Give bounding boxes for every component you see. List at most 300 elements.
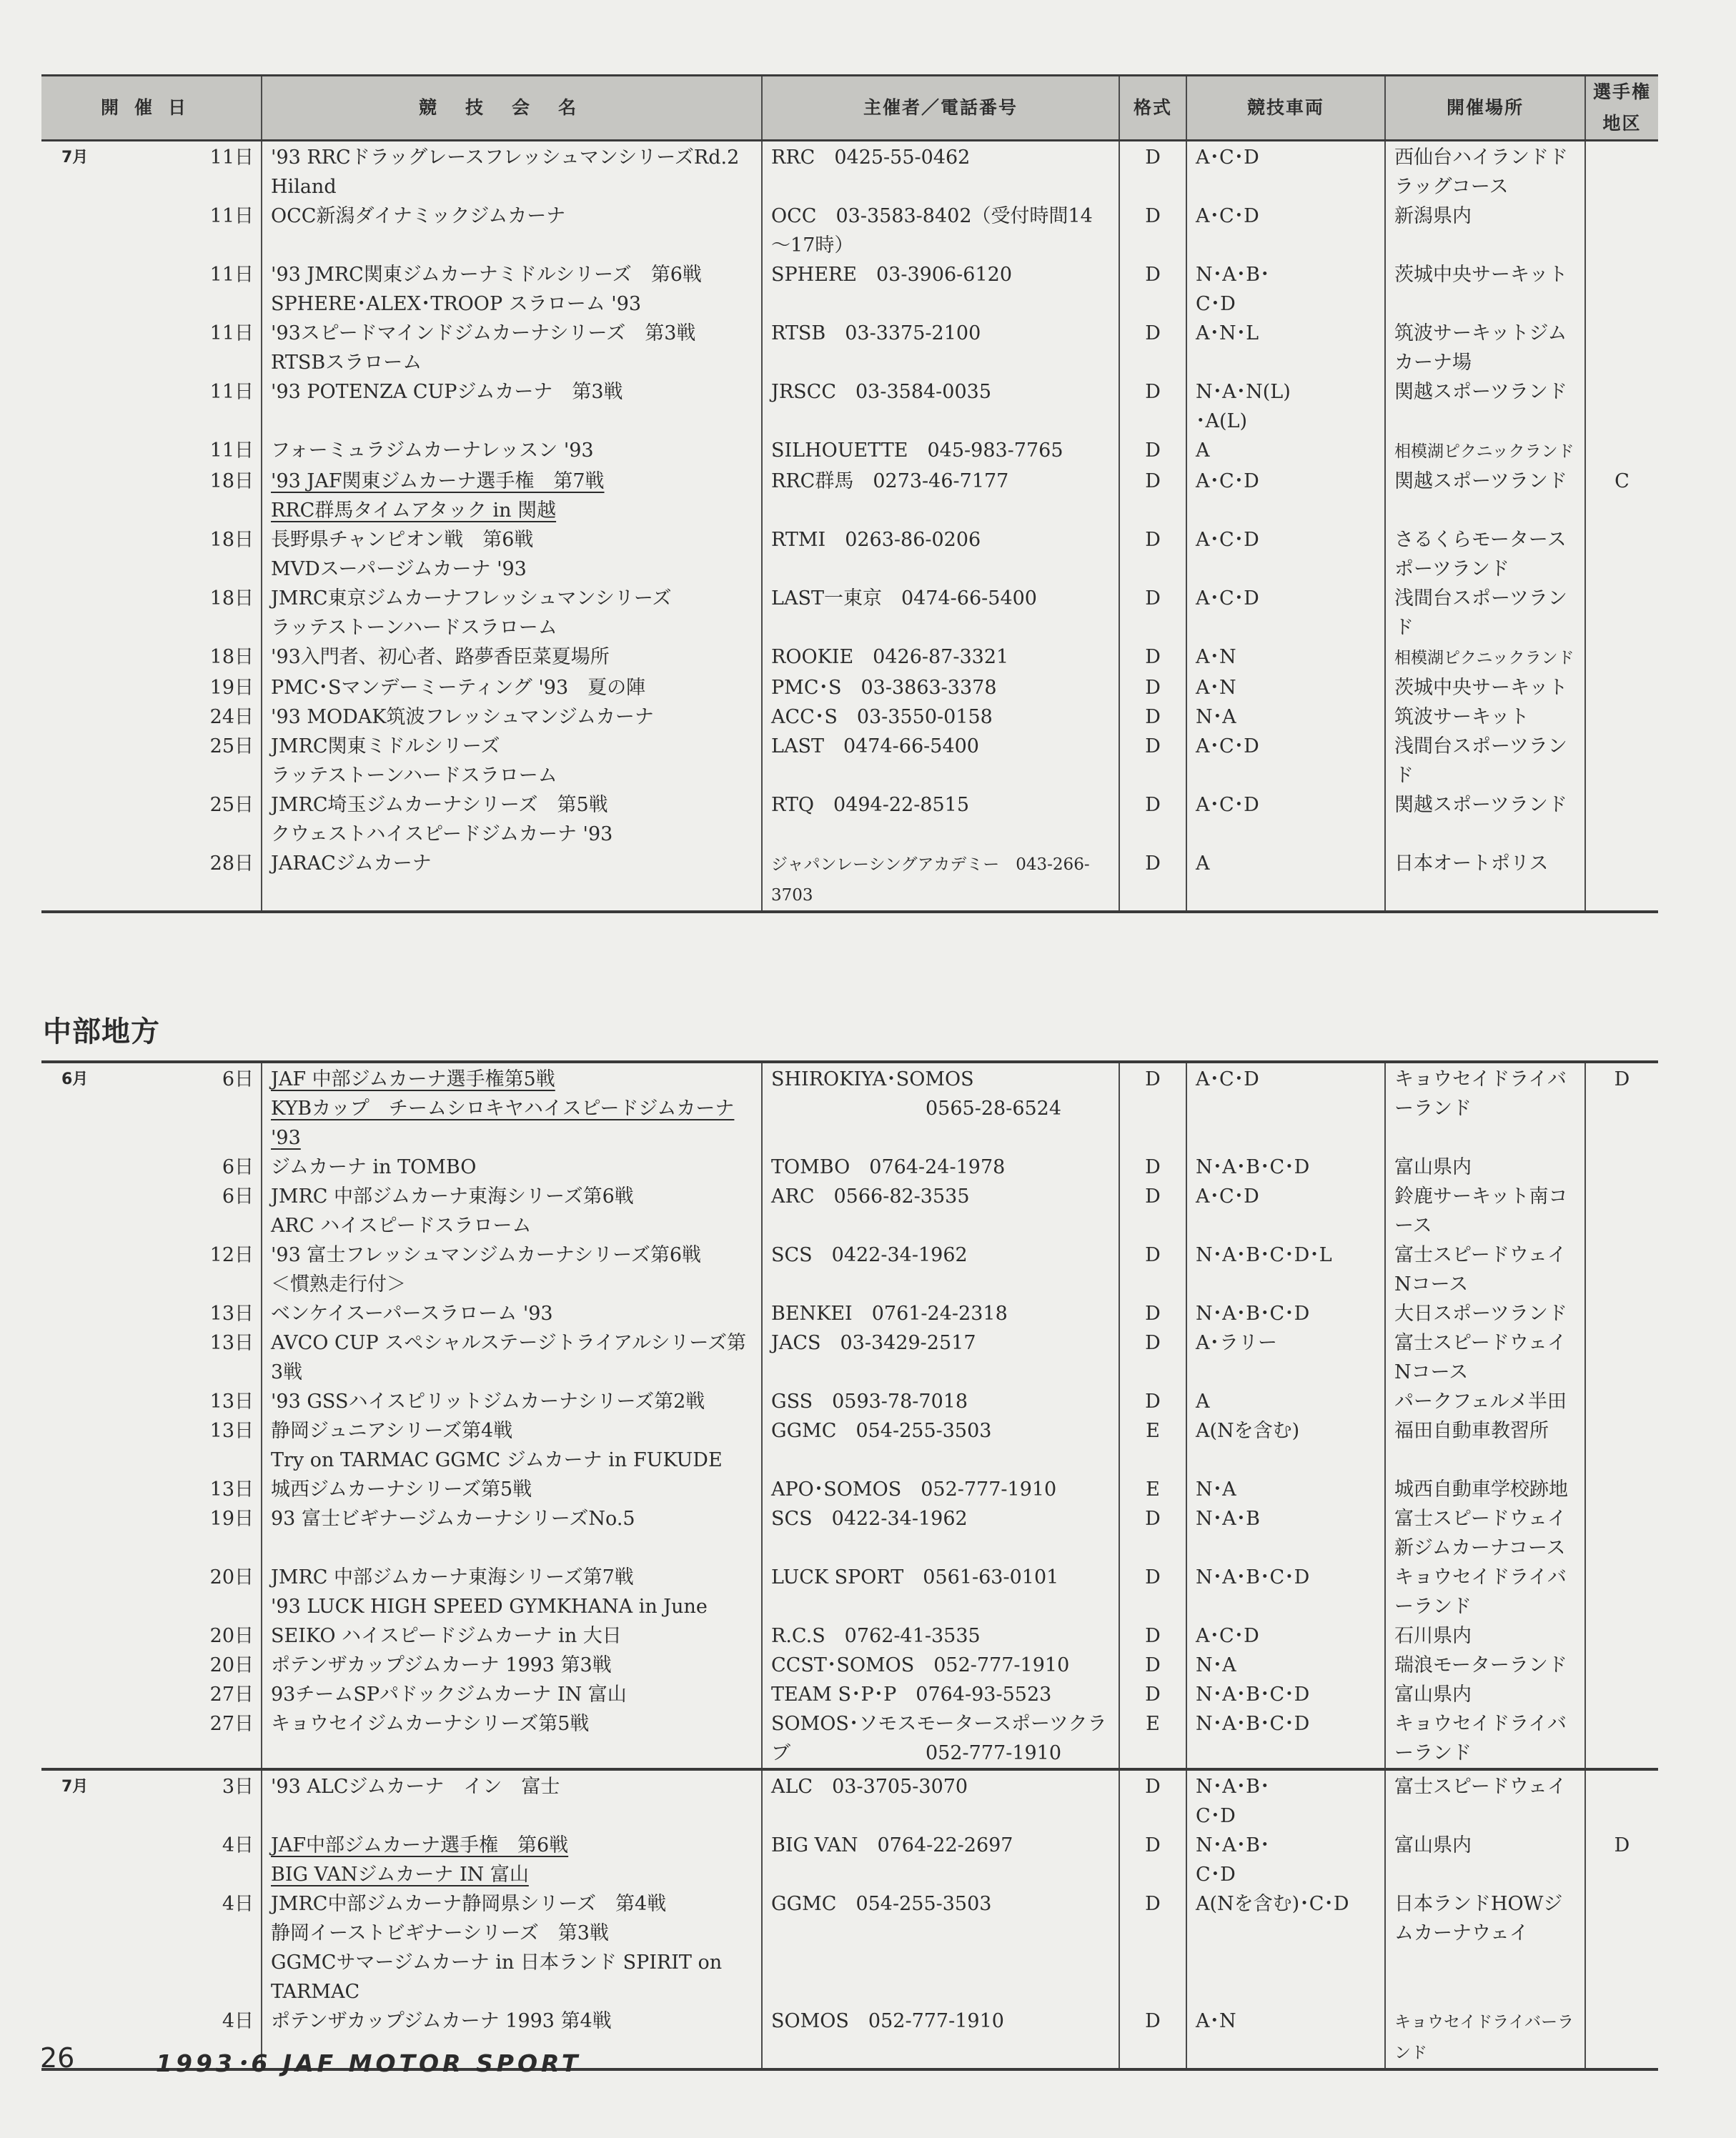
event-name-cell (262, 1709, 762, 1769)
day-cell: 4日 (101, 1889, 262, 2007)
cell-line: キョウセイジムカーナシリーズ第5戦 (271, 1713, 590, 1735)
cell-line: ジャパンレーシングアカデミー 043-266-3703 (771, 855, 1090, 905)
cell-line: さるくらモータース (1394, 529, 1567, 551)
championship-cell (1585, 525, 1658, 584)
format-cell: D (1119, 319, 1186, 377)
organizer-cell (762, 732, 1119, 790)
day-cell: 18日 (101, 584, 262, 642)
cell-line: PMC･S 03-3863-3378 (771, 677, 997, 699)
cell-line: クウェストハイスピードジムカーナ '93 (271, 823, 613, 845)
class-cell (1186, 1387, 1385, 1416)
schedule-row (41, 377, 1658, 436)
cell-line: 静岡イーストビギナーシリーズ 第3戦 (271, 1922, 609, 1944)
day-cell: 13日 (101, 1416, 262, 1475)
cell-line: 93チームSPパドックジムカーナ IN 富山 (271, 1684, 627, 1706)
cell-line: A･C･D (1196, 1625, 1259, 1647)
class-cell (1186, 1475, 1385, 1504)
schedule-row (41, 642, 1658, 673)
championship-cell (1585, 1709, 1658, 1769)
month-cell (41, 1328, 101, 1387)
format-cell: D (1119, 642, 1186, 673)
organizer-cell (762, 1153, 1119, 1182)
month-cell (41, 584, 101, 642)
format-cell: D (1119, 1328, 1186, 1387)
championship-cell (1585, 1387, 1658, 1416)
cell-line: A･C･D (1196, 794, 1259, 816)
cell-line: RTSBスラローム (271, 352, 422, 374)
organizer-cell (762, 584, 1119, 642)
cell-line: LAST 0474-66-5400 (771, 735, 979, 757)
month-cell (41, 319, 101, 377)
day-cell: 11日 (101, 260, 262, 319)
cell-line: 福田自動車教習所 (1394, 1420, 1549, 1442)
cell-line: SOMOS 052-777-1910 (771, 2010, 1004, 2032)
cell-line: '93 POTENZA CUPジムカーナ 第3戦 (271, 381, 623, 403)
cell-line: ポーツランド (1394, 558, 1509, 580)
schedule-row (41, 1831, 1658, 1889)
championship-cell (1585, 790, 1658, 849)
class-cell (1186, 1153, 1385, 1182)
cell-line: AVCO CUP スペシャルステージトライアルシリーズ第3戦 (271, 1332, 747, 1383)
event-name-cell (262, 141, 762, 202)
organizer-cell (762, 642, 1119, 673)
schedule-row (41, 1299, 1658, 1328)
schedule-row (41, 790, 1658, 849)
month-cell (41, 1299, 101, 1328)
event-name-cell (262, 849, 762, 912)
cell-line: JMRC 中部ジムカーナ東海シリーズ第6戦 (271, 1185, 634, 1208)
header-date: 開催日 (41, 76, 262, 141)
cell-line: N･A･B･ (1196, 1776, 1270, 1798)
schedule-row (41, 1328, 1658, 1387)
event-name-cell (262, 525, 762, 584)
magazine-title: 1993･6 JAF MOTOR SPORT (156, 2049, 582, 2077)
cell-line: キョウセイドライバ (1394, 1566, 1567, 1588)
cell-line: 長野県チャンピオン戦 第6戦 (271, 529, 534, 551)
cell-line: SILHOUETTE 045-983-7765 (771, 439, 1063, 462)
cell-line: 富山県内 (1394, 1156, 1472, 1178)
cell-line: 富山県内 (1394, 1834, 1472, 1856)
class-cell (1186, 141, 1385, 202)
cell-line: OCC新潟ダイナミックジムカーナ (271, 205, 566, 227)
cell-line: A･N･L (1196, 322, 1259, 344)
cell-line: BIG VANジムカーナ IN 富山 (271, 1864, 529, 1886)
organizer-cell (762, 141, 1119, 202)
class-cell (1186, 1831, 1385, 1889)
event-name-cell (262, 1328, 762, 1387)
venue-cell (1385, 584, 1585, 642)
class-cell (1186, 1240, 1385, 1299)
cell-line: A (1196, 1391, 1210, 1413)
cell-line: JRSCC 03-3584-0035 (771, 381, 992, 403)
championship-cell (1585, 1182, 1658, 1240)
header-classes: 競技車両 (1186, 76, 1385, 141)
cell-line: RTSB 03-3375-2100 (771, 322, 981, 344)
organizer-cell (762, 377, 1119, 436)
cell-line: 西仙台ハイランドド (1394, 146, 1569, 169)
day-cell: 11日 (101, 436, 262, 467)
cell-line: 富士スピードウェイ (1394, 1332, 1567, 1354)
venue-cell (1385, 1240, 1585, 1299)
cell-line: C･D (1196, 1805, 1236, 1827)
cell-line: A･C･D (1196, 1068, 1259, 1090)
cell-line: LAST一東京 0474-66-5400 (771, 587, 1037, 610)
cell-line: A(Nを含む) (1196, 1420, 1300, 1442)
schedule-row (41, 1504, 1658, 1563)
cell-line: 石川県内 (1394, 1625, 1472, 1647)
championship-cell (1585, 1240, 1658, 1299)
cell-line: ド (1394, 617, 1414, 639)
schedule-row (41, 1889, 1658, 2007)
cell-line: JAF 中部ジムカーナ選手権第5戦 (271, 1068, 555, 1090)
format-cell: E (1119, 1475, 1186, 1504)
day-cell: 18日 (101, 642, 262, 673)
day-cell: 28日 (101, 849, 262, 912)
class-cell (1186, 202, 1385, 260)
format-cell: D (1119, 2007, 1186, 2069)
organizer-cell (762, 1504, 1119, 1563)
cell-line: N･A･B･ (1196, 264, 1270, 286)
cell-line: PMC･Sマンデーミーティング '93 夏の陣 (271, 677, 646, 699)
format-cell: D (1119, 1182, 1186, 1240)
cell-line: ース (1394, 1215, 1432, 1237)
championship-cell (1585, 260, 1658, 319)
month-cell (41, 790, 101, 849)
cell-line: 0565-28-6524 (771, 1098, 1062, 1120)
format-cell: D (1119, 1504, 1186, 1563)
format-cell: D (1119, 1889, 1186, 2007)
schedule-row (41, 849, 1658, 912)
day-cell: 3日 (101, 1769, 262, 1831)
day-cell: 13日 (101, 1328, 262, 1387)
kanto-schedule-table (41, 74, 1658, 913)
venue-cell (1385, 1769, 1585, 1831)
venue-cell (1385, 1475, 1585, 1504)
venue-cell (1385, 1889, 1585, 2007)
venue-cell (1385, 141, 1585, 202)
class-cell (1186, 1680, 1385, 1709)
cell-line: A(Nを含む)･C･D (1196, 1893, 1349, 1915)
championship-cell (1585, 1563, 1658, 1621)
event-name-cell (262, 377, 762, 436)
class-cell (1186, 849, 1385, 912)
format-cell: D (1119, 673, 1186, 702)
month-cell (41, 1387, 101, 1416)
header-venue: 開催場所 (1385, 76, 1585, 141)
class-cell (1186, 1328, 1385, 1387)
day-cell: 6日 (101, 1153, 262, 1182)
schedule-row (41, 1182, 1658, 1240)
cell-line: OCC 03-3583-8402（受付時間14 (771, 205, 1093, 227)
organizer-cell (762, 2007, 1119, 2069)
event-name-cell (262, 1299, 762, 1328)
month-cell: 7月 (61, 149, 89, 166)
venue-cell (1385, 673, 1585, 702)
cell-line: ベンケイスーパースラローム '93 (271, 1303, 553, 1325)
schedule-row (41, 1563, 1658, 1621)
event-name-cell (262, 1240, 762, 1299)
venue-cell (1385, 1563, 1585, 1621)
event-name-cell (262, 1889, 762, 2007)
month-cell (41, 525, 101, 584)
cell-line: RRC 0425-55-0462 (771, 146, 971, 169)
venue-cell (1385, 642, 1585, 673)
cell-line: ーランド (1394, 1742, 1472, 1764)
organizer-cell (762, 1651, 1119, 1680)
cell-line: A･N (1196, 646, 1236, 668)
class-cell (1186, 260, 1385, 319)
cell-line: '93 ALCジムカーナ イン 富士 (271, 1776, 560, 1798)
venue-cell (1385, 377, 1585, 436)
month-cell (41, 1153, 101, 1182)
format-cell: D (1119, 584, 1186, 642)
cell-line: '93スピードマインドジムカーナシリーズ 第3戦 (271, 322, 696, 344)
cell-line: 静岡ジュニアシリーズ第4戦 (271, 1420, 513, 1442)
class-cell (1186, 467, 1385, 525)
cell-line: 関越スポーツランド (1394, 381, 1567, 403)
organizer-cell (762, 702, 1119, 732)
organizer-cell (762, 1062, 1119, 1153)
cell-line: カーナ場 (1394, 352, 1472, 374)
cell-line: 相模湖ピクニックランド (1394, 442, 1574, 461)
cell-line: '93 富士フレッシュマンジムカーナシリーズ第6戦 (271, 1244, 702, 1266)
event-name-cell (262, 673, 762, 702)
championship-cell (1585, 849, 1658, 912)
day-cell: 25日 (101, 790, 262, 849)
cell-line: ARC ハイスピードスラローム (271, 1215, 532, 1237)
day-cell: 20日 (101, 1563, 262, 1621)
class-cell (1186, 1769, 1385, 1831)
cell-line: A･ラリー (1196, 1332, 1277, 1354)
event-name-cell (262, 467, 762, 525)
organizer-cell (762, 849, 1119, 912)
month-cell (41, 377, 101, 436)
cell-line: '93 JMRC関東ジムカーナミドルシリーズ 第6戦 (271, 264, 702, 286)
organizer-cell (762, 202, 1119, 260)
cell-line: JAF中部ジムカーナ選手権 第6戦 (271, 1834, 569, 1856)
format-cell: D (1119, 1062, 1186, 1153)
venue-cell (1385, 1062, 1585, 1153)
cell-line: 茨城中央サーキット (1394, 677, 1568, 699)
championship-cell (1585, 1475, 1658, 1504)
class-cell (1186, 1709, 1385, 1769)
format-cell: D (1119, 790, 1186, 849)
month-cell (41, 260, 101, 319)
event-name-cell (262, 436, 762, 467)
cell-line: ド (1394, 765, 1414, 787)
day-cell: 6日 (101, 1062, 262, 1153)
cell-line: JARACジムカーナ (271, 852, 432, 875)
cell-line: A･C･D (1196, 146, 1259, 169)
day-cell: 11日 (101, 319, 262, 377)
venue-cell (1385, 1416, 1585, 1475)
month-cell (41, 702, 101, 732)
month-cell (41, 202, 101, 260)
class-cell (1186, 1062, 1385, 1153)
month-cell (41, 1651, 101, 1680)
championship-cell: D (1585, 1062, 1658, 1153)
organizer-cell (762, 467, 1119, 525)
schedule-row (41, 1680, 1658, 1709)
cell-line: 富士スピードウェイ (1394, 1244, 1567, 1266)
championship-cell (1585, 1769, 1658, 1831)
cell-line: TEAM S･P･P 0764-93-5523 (771, 1684, 1052, 1706)
event-name-cell (262, 584, 762, 642)
format-cell: D (1119, 1769, 1186, 1831)
venue-cell (1385, 849, 1585, 912)
day-cell: 11日 (101, 202, 262, 260)
schedule-row (41, 319, 1658, 377)
venue-cell (1385, 702, 1585, 732)
format-cell: D (1119, 1563, 1186, 1621)
cell-line: 大日スポーツランド (1394, 1303, 1567, 1325)
class-cell (1186, 790, 1385, 849)
venue-cell (1385, 1621, 1585, 1651)
month-cell (41, 1709, 101, 1769)
schedule-row (41, 1153, 1658, 1182)
event-name-cell (262, 260, 762, 319)
championship-cell (1585, 702, 1658, 732)
event-name-cell (262, 1504, 762, 1563)
cell-line: N･A･B･C･D (1196, 1156, 1310, 1178)
month-group (41, 1769, 1658, 2069)
event-name-cell (262, 1387, 762, 1416)
schedule-row (41, 202, 1658, 260)
month-cell (41, 1416, 101, 1475)
header-format: 格式 (1119, 76, 1186, 141)
month-cell (41, 1831, 101, 1889)
organizer-cell (762, 790, 1119, 849)
format-cell: D (1119, 1621, 1186, 1651)
cell-line: 関越スポーツランド (1394, 470, 1567, 492)
day-cell: 13日 (101, 1299, 262, 1328)
cell-line: '93 JAF関東ジムカーナ選手権 第7戦 (271, 470, 605, 492)
venue-cell (1385, 2007, 1585, 2069)
cell-line: '93入門者、初心者、路夢香臣菜夏場所 (271, 646, 610, 668)
cell-line: C･D (1196, 1864, 1236, 1886)
header-organizer: 主催者／電話番号 (762, 76, 1119, 141)
page-number: 26 (40, 2042, 75, 2074)
class-cell (1186, 525, 1385, 584)
class-cell (1186, 642, 1385, 673)
cell-line: 相模湖ピクニックランド (1394, 649, 1574, 667)
venue-cell (1385, 1709, 1585, 1769)
month-cell (41, 732, 101, 790)
championship-cell (1585, 1416, 1658, 1475)
event-name-cell (262, 1475, 762, 1504)
cell-line: Nコース (1394, 1361, 1469, 1383)
schedule-row (41, 260, 1658, 319)
event-name-cell (262, 1680, 762, 1709)
cell-line: 富士スピードウェイ (1394, 1508, 1567, 1530)
cell-line: BIG VAN 0764-22-2697 (771, 1834, 1013, 1856)
schedule-row (41, 1651, 1658, 1680)
cell-line: 93 富士ビギナージムカーナシリーズNo.5 (271, 1508, 635, 1530)
organizer-cell (762, 1709, 1119, 1769)
schedule-row (41, 1387, 1658, 1416)
cell-line: A･N (1196, 2010, 1236, 2032)
class-cell (1186, 1889, 1385, 2007)
schedule-row (41, 584, 1658, 642)
cell-line: '93 GSSハイスピリットジムカーナシリーズ第2戦 (271, 1391, 705, 1413)
championship-cell (1585, 141, 1658, 202)
class-cell (1186, 1182, 1385, 1240)
schedule-row (41, 1621, 1658, 1651)
cell-line: C･D (1196, 293, 1236, 315)
month-cell (41, 436, 101, 467)
cell-line: N･A･B･C･D (1196, 1303, 1310, 1325)
cell-line: CCST･SOMOS 052-777-1910 (771, 1654, 1070, 1676)
format-cell: D (1119, 1240, 1186, 1299)
format-cell: D (1119, 467, 1186, 525)
cell-line: キョウセイドライバーランド (1394, 2013, 1574, 2062)
venue-cell (1385, 1387, 1585, 1416)
class-cell (1186, 1651, 1385, 1680)
day-cell: 4日 (101, 2007, 262, 2069)
class-cell (1186, 436, 1385, 467)
cell-line: RTMI 0263-86-0206 (771, 529, 981, 551)
venue-cell (1385, 467, 1585, 525)
venue-cell (1385, 1299, 1585, 1328)
cell-line: JACS 03-3429-2517 (771, 1332, 976, 1354)
cell-line: '93 MODAK筑波フレッシュマンジムカーナ (271, 706, 654, 728)
cell-line: GGMC 054-255-3503 (771, 1420, 992, 1442)
cell-line: JMRC埼玉ジムカーナシリーズ 第5戦 (271, 794, 608, 816)
championship-cell (1585, 436, 1658, 467)
cell-line: SOMOS･ソモスモータースポーツクラ (771, 1713, 1107, 1735)
venue-cell (1385, 1504, 1585, 1563)
day-cell: 18日 (101, 467, 262, 525)
venue-cell (1385, 1680, 1585, 1709)
day-cell: 11日 (101, 377, 262, 436)
cell-line: A･C･D (1196, 735, 1259, 757)
championship-cell (1585, 1651, 1658, 1680)
day-cell: 24日 (101, 702, 262, 732)
cell-line: A･C･D (1196, 470, 1259, 492)
event-name-cell (262, 642, 762, 673)
organizer-cell (762, 260, 1119, 319)
event-name-cell (262, 790, 762, 849)
month-cell: 7月 (41, 1769, 101, 1831)
cell-line: ･A(L) (1196, 410, 1248, 432)
schedule-row (41, 732, 1658, 790)
cell-line: JMRC東京ジムカーナフレッシュマンシリーズ (271, 587, 672, 610)
month-cell (41, 1680, 101, 1709)
event-name-cell (262, 1621, 762, 1651)
schedule-row (41, 1062, 1658, 1153)
cell-line: N･A･B･C･D･L (1196, 1244, 1332, 1266)
event-name-cell (262, 319, 762, 377)
cell-line: 日本オートポリス (1394, 852, 1549, 875)
schedule-row (41, 1769, 1658, 1831)
class-cell (1186, 377, 1385, 436)
cell-line: SCS 0422-34-1962 (771, 1508, 968, 1530)
championship-cell (1585, 732, 1658, 790)
organizer-cell (762, 1240, 1119, 1299)
day-cell: 12日 (101, 1240, 262, 1299)
event-name-cell (262, 1831, 762, 1889)
schedule-row (41, 1475, 1658, 1504)
championship-cell (1585, 377, 1658, 436)
championship-cell (1585, 202, 1658, 260)
cell-line: N･A (1196, 706, 1236, 728)
championship-cell (1585, 1153, 1658, 1182)
event-name-cell (262, 1153, 762, 1182)
class-cell (1186, 732, 1385, 790)
cell-line: ～17時） (771, 234, 854, 257)
cell-line: 日本ランドHOWジ (1394, 1893, 1563, 1915)
cell-line: N･A･B･C･D (1196, 1713, 1310, 1735)
